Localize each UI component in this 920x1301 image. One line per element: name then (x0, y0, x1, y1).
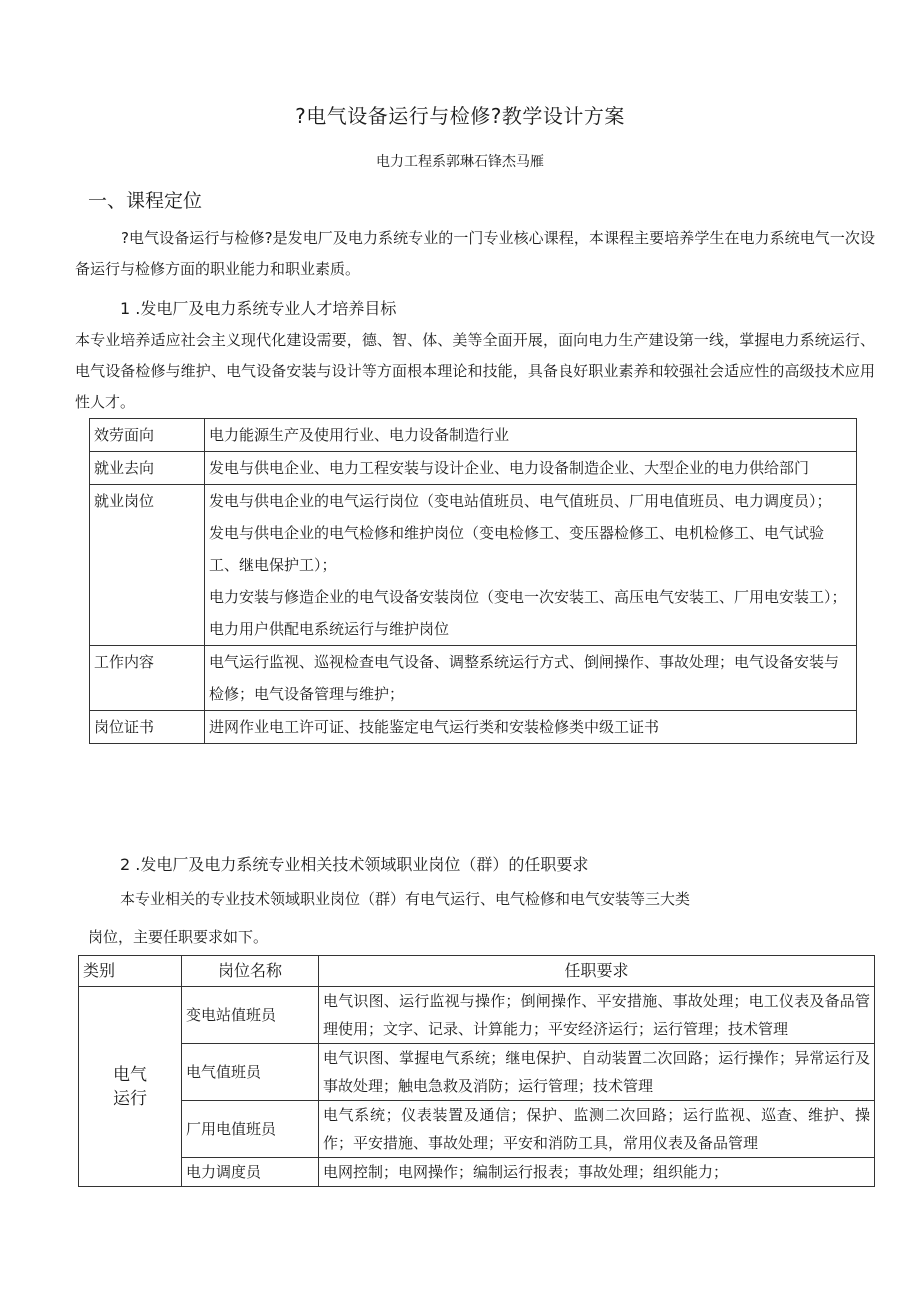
value-line: 电力能源生产及使用行业、电力设备制造行业 (209, 426, 510, 444)
requirement-text: 电气系统；仪表装置及通信；保护、监测二次回路；运行监视、巡查、维护、操作；平安措施、事故处理；平安和消防工具，常用仪表及备品管理 (319, 1101, 875, 1158)
position-name: 变电站值班员 (182, 987, 319, 1044)
value-line: 进网作业电工许可证、技能鉴定电气运行类和安装检修类中级工证书 (209, 718, 660, 736)
row-value (205, 485, 857, 646)
table-row (90, 452, 857, 485)
section-heading: 一、课程定位 (88, 190, 203, 212)
requirement-text: 电气识图、运行监视与操作；倒闸操作、平安措施、事故处理；电工仪表及备品管理使用；文字、记录、计算能力；平安经济运行；运行管理；技术管理 (319, 987, 875, 1044)
table-row (79, 1158, 875, 1187)
intro-paragraph: ?电气设备运行与检修?是发电厂及电力系统专业的一门专业核心课程，本课程主要培养学生在电力系统电气一次设备运行与检修方面的职业能力和职业素质。 (75, 229, 875, 278)
category-cell (79, 987, 182, 1187)
header-requirement: 任职要求 (319, 956, 875, 987)
requirement-text: 电气识图、掌握电气系统；继电保护、自动装置二次回路；运行操作；异常运行及事故处理；触电急救及消防；运行管理；技术管理 (319, 1044, 875, 1101)
value-line: 电气运行监视、巡视检查电气设备、调整系统运行方式、倒闸操作、事故处理；电气设备安装与检修；电气设备管理与维护； (209, 653, 840, 703)
row-key: 岗位证书 (90, 711, 205, 744)
value-line: 发电与供电企业的电气检修和维护岗位（变电检修工、变压器检修工、电机检修工、电气试验工、继电保护工）； (209, 524, 825, 574)
value-line: 电力用户供配电系统运行与维护岗位 (209, 620, 450, 638)
document-authors: 电力工程系郭琳石锋杰马雁 (376, 154, 544, 170)
row-value (205, 452, 857, 485)
subsection-heading-1: 1 .发电厂及电力系统专业人才培养目标 (120, 299, 397, 318)
requirement-text: 电网控制；电网操作；编制运行报表；事故处理；组织能力； (319, 1158, 875, 1187)
subsection-heading-2: 2 .发电厂及电力系统专业相关技术领域职业岗位（群）的任职要求 (120, 855, 589, 874)
row-value (205, 419, 857, 452)
position-name: 电气值班员 (182, 1044, 319, 1101)
row-key: 就业岗位 (90, 485, 205, 646)
job-requirements-table (78, 955, 875, 1187)
table-row (79, 987, 875, 1044)
row-value (205, 711, 857, 744)
table-row (90, 419, 857, 452)
header-position: 岗位名称 (182, 956, 319, 987)
table-row (90, 711, 857, 744)
row-value (205, 646, 857, 711)
table-row (79, 1044, 875, 1101)
category-label: 电气运行 (113, 1064, 147, 1109)
table-row (90, 646, 857, 711)
position-name: 厂用电值班员 (182, 1101, 319, 1158)
table-header-row (79, 956, 875, 987)
table-row (79, 1101, 875, 1158)
value-line: 电力安装与修造企业的电气设备安装岗位（变电一次安装工、高压电气安装工、厂用电安装工）； (209, 588, 847, 606)
position-name: 电力调度员 (182, 1158, 319, 1187)
subsection-paragraph-2b: 岗位，主要任职要求如下。 (88, 928, 269, 946)
talent-goal-table (89, 418, 857, 744)
header-category: 类别 (79, 956, 182, 987)
subsection-paragraph-2a: 本专业相关的专业技术领域职业岗位（群）有电气运行、电气检修和电气安装等三大类 (120, 890, 691, 908)
value-line: 发电与供电企业的电气运行岗位（变电站值班员、电气值班员、厂用电值班员、电力调度员）； (209, 492, 832, 510)
document-title: ?电气设备运行与检修?教学设计方案 (295, 104, 625, 128)
subsection-paragraph-1: 本专业培养适应社会主义现代化建设需要，德、智、体、美等全面开展，面向电力生产建设第一线，掌握电力系统运行、电气设备检修与维护、电气设备安装与设计等方面根本理论和技能，具备良好职业素养和较强社会适应性的高级技术应用性人才。 (75, 331, 875, 411)
table-row (90, 485, 857, 646)
row-key: 就业去向 (90, 452, 205, 485)
row-key: 效劳面向 (90, 419, 205, 452)
value-line: 发电与供电企业、电力工程安装与设计企业、电力设备制造企业、大型企业的电力供给部门 (209, 459, 810, 477)
row-key: 工作内容 (90, 646, 205, 711)
